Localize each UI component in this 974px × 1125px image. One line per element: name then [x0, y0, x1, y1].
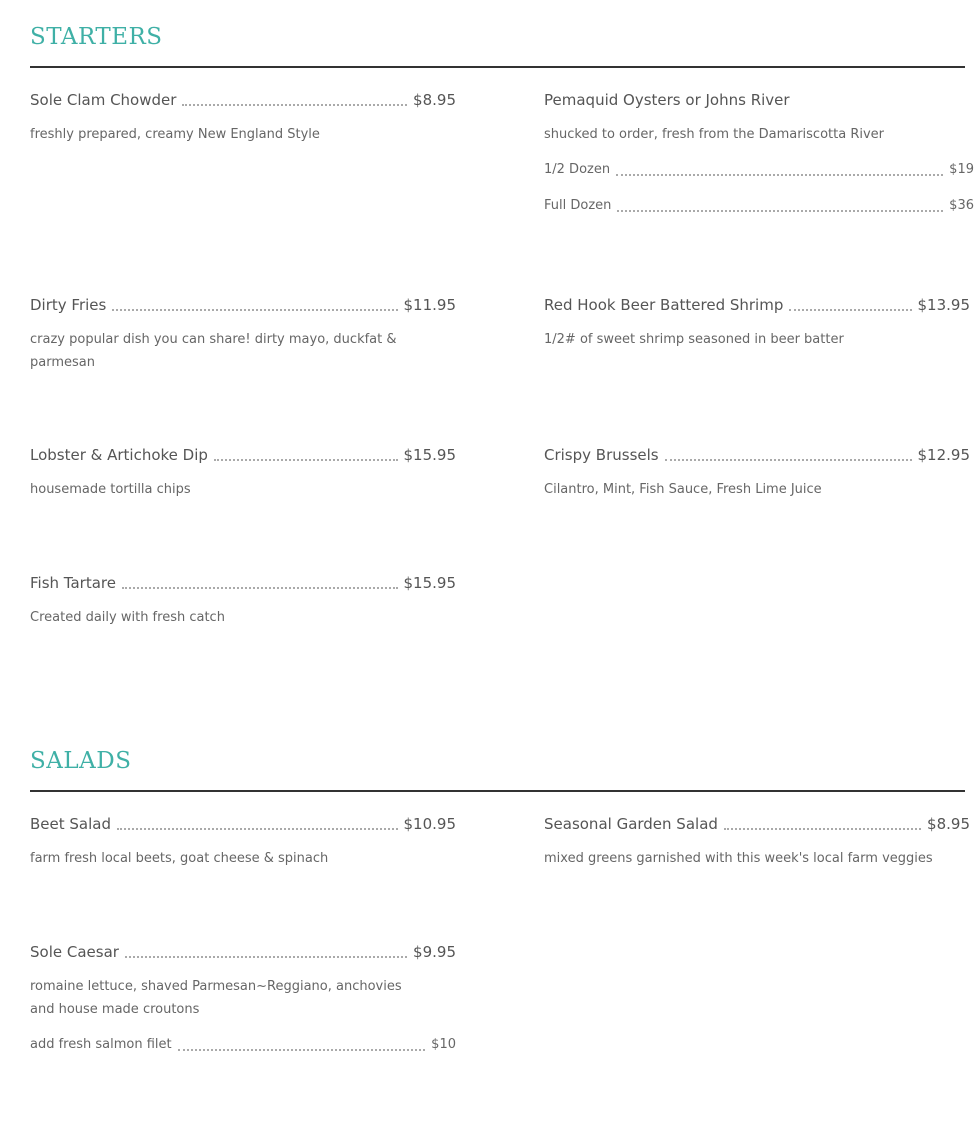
item-price: $12.95: [917, 446, 970, 464]
dot-leader: [665, 459, 912, 461]
dot-leader: [616, 174, 943, 176]
menu-item-clam-chowder: [30, 90, 456, 146]
menu-item-lobster-dip: [30, 445, 456, 501]
item-price: $11.95: [403, 296, 456, 314]
item-name: Sole Caesar: [30, 943, 119, 961]
item-price: $10.95: [403, 815, 456, 833]
section-title-salads: SALADS: [30, 748, 132, 774]
item-name: Sole Clam Chowder: [30, 91, 177, 109]
menu-item-crispy-brussels: [544, 445, 970, 501]
dot-leader: [125, 956, 407, 958]
item-name: Pemaquid Oysters or Johns River: [544, 91, 790, 109]
option-half-dozen: [544, 161, 974, 179]
item-name: Red Hook Beer Battered Shrimp: [544, 296, 784, 314]
option-price: $10: [431, 1037, 456, 1052]
item-price: $8.95: [413, 91, 456, 109]
dot-leader: [112, 309, 397, 311]
option-label: add fresh salmon filet: [30, 1037, 172, 1052]
item-name: Fish Tartare: [30, 574, 116, 592]
section-title-starters: STARTERS: [30, 24, 163, 50]
item-description: housemade tortilla chips: [30, 482, 191, 497]
item-description: freshly prepared, creamy New England Style: [30, 127, 320, 142]
item-description: crazy popular dish you can share! dirty mayo, duckfat & parmesan: [30, 332, 397, 370]
option-label: Full Dozen: [544, 198, 612, 213]
item-description: mixed greens garnished with this week's local farm veggies: [544, 851, 933, 866]
dot-leader: [214, 459, 398, 461]
item-price: $13.95: [917, 296, 970, 314]
dot-leader: [117, 828, 398, 830]
option-full-dozen: [544, 197, 974, 215]
item-price: $15.95: [403, 574, 456, 592]
dot-leader: [724, 828, 921, 830]
dot-leader: [617, 210, 943, 212]
menu-item-beer-battered-shrimp: [544, 295, 970, 351]
option-price: $19: [949, 162, 974, 177]
item-name: Crispy Brussels: [544, 446, 659, 464]
item-description: 1/2# of sweet shrimp seasoned in beer batter: [544, 332, 844, 347]
menu-item-oysters: [544, 90, 974, 215]
item-description: romaine lettuce, shaved Parmesan~Reggiano, anchovies and house made croutons: [30, 979, 402, 1017]
menu-item-fish-tartare: [30, 573, 456, 629]
item-description: Created daily with fresh catch: [30, 610, 225, 625]
option-label: 1/2 Dozen: [544, 162, 611, 177]
section-divider: [30, 66, 965, 68]
item-name: Dirty Fries: [30, 296, 107, 314]
dot-leader: [789, 309, 911, 311]
item-description: shucked to order, fresh from the Damariscotta River: [544, 127, 884, 142]
dot-leader: [182, 104, 407, 106]
item-description: Cilantro, Mint, Fish Sauce, Fresh Lime Juice: [544, 482, 822, 497]
item-price: $9.95: [413, 943, 456, 961]
item-name: Beet Salad: [30, 815, 111, 833]
item-name: Seasonal Garden Salad: [544, 815, 718, 833]
menu-item-beet-salad: [30, 814, 456, 870]
menu-item-sole-caesar: [30, 942, 456, 1054]
item-description: farm fresh local beets, goat cheese & spinach: [30, 851, 329, 866]
item-name: Lobster & Artichoke Dip: [30, 446, 208, 464]
section-divider: [30, 790, 965, 792]
option-price: $36: [949, 198, 974, 213]
dot-leader: [178, 1049, 426, 1051]
item-price: $8.95: [927, 815, 970, 833]
option-add-salmon: [30, 1036, 456, 1054]
item-price: $15.95: [403, 446, 456, 464]
dot-leader: [122, 587, 398, 589]
menu-item-garden-salad: [544, 814, 970, 870]
menu-item-dirty-fries: [30, 295, 456, 374]
